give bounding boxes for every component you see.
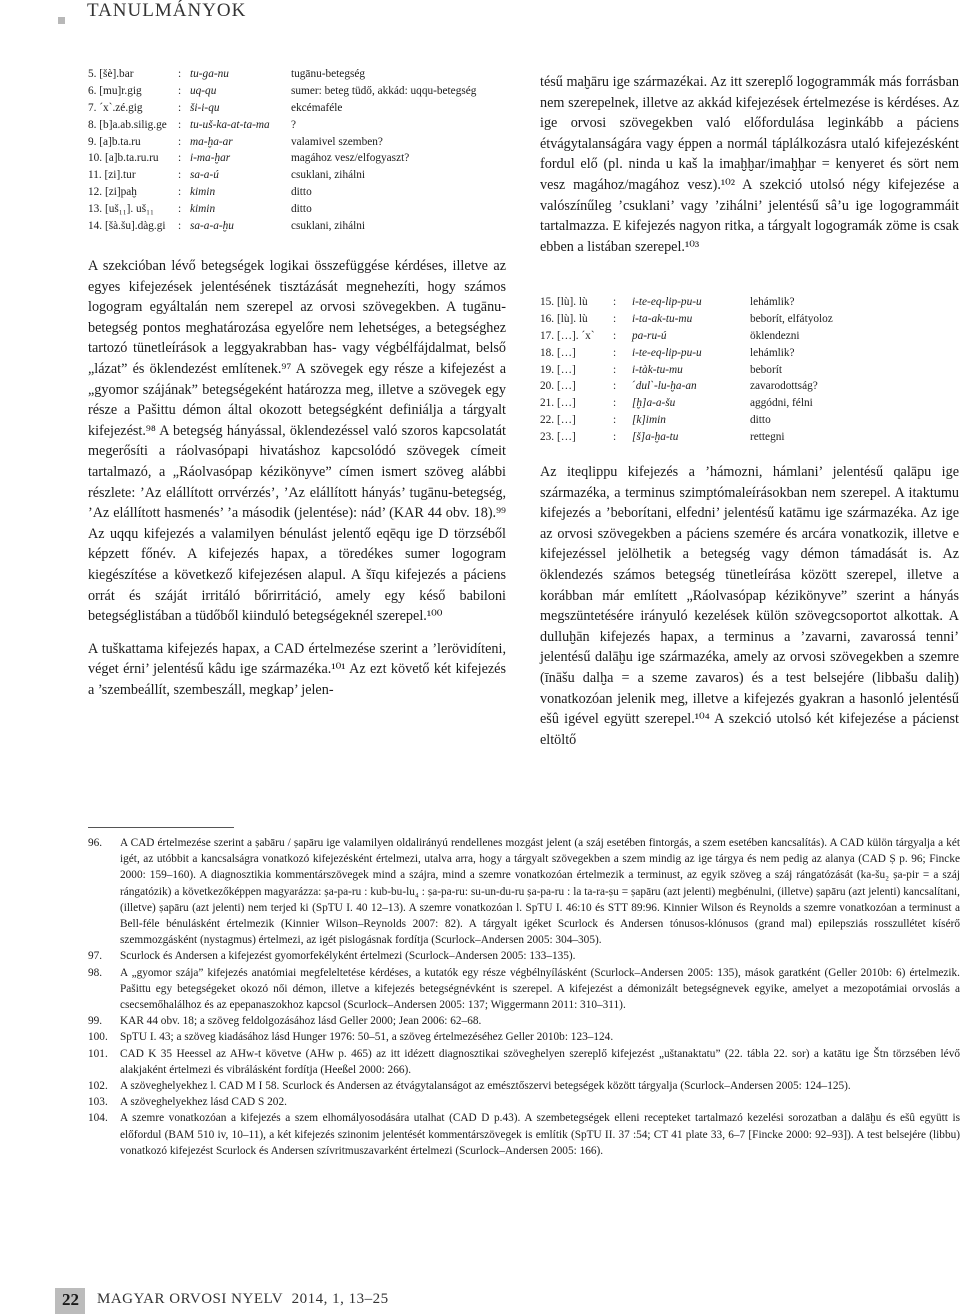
row-separator: : — [613, 397, 617, 410]
table-row — [88, 134, 506, 151]
row-meaning: rettegni — [750, 431, 785, 444]
row-meaning: sumer: beteg tüdő, akkád: uqqu-betegség — [291, 84, 477, 97]
row-meaning: tugānu-betegség — [291, 68, 366, 80]
table-row — [88, 218, 506, 235]
row-meaning: valamivel szemben? — [291, 135, 383, 148]
row-meaning: ditto — [750, 414, 771, 427]
row-logogram: 10. [a]b.ta.ru.ru — [88, 152, 159, 165]
row-separator: : — [178, 203, 182, 216]
row-meaning: ditto — [291, 186, 312, 199]
row-meaning: öklendezni — [750, 329, 800, 342]
row-meaning: csuklani, zihálni — [291, 220, 366, 233]
footnote-number: 103. — [88, 1096, 108, 1109]
row-akkadian: i-te-eq-lip-pu-u — [632, 346, 702, 359]
section-title: TANULMÁNYOK — [87, 0, 247, 21]
footnote — [88, 1029, 960, 1045]
row-separator: : — [613, 414, 617, 427]
right-text-bottom — [540, 462, 959, 750]
right-paragraph-bottom: Az iteqlippu kifejezés a ’hámozni, hámlani’ jelentésű qalāpu ige származéka, a terminus szimptómaleírásokban nem szerepel. A itaktumu kifejezés a ’beborítani, elfedni’ jelentésű katāmu ige származéka. Az ige az orvosi szövegekben a páciens szemére és arcára vonatkozik, illetve e kifejezéssel jelölhetik a betegség vagy démon támadását is. Az öklendezés számos betegség tünetleírása között szerepel, illetve a korábban már említett „Ráolvasópap kézikönyve” szerint a hányás megszüntetésére irányuló kezelések külön szövegcsoportot alkottak. A dulluḫān kifejezés hapax, a terminus a ’zavarni, zavarossá tenni’ jelentésű dalāḫu ige származéka, amely az orvosi szövegekben a szemre (īnāšu dalḫa = a szeme zavaros) és a test belsejére (libbašu daliḫ) vonatkozóan jelenik meg, illetve a kifejezés gyakran a hasonló jelentésű ešû igével együtt szerepel.¹⁰⁴ A szekció utolsó két kifejezése a pácienst eltöltő — [540, 464, 959, 748]
row-separator: : — [178, 186, 182, 199]
row-meaning: ditto — [291, 203, 312, 216]
table-row — [540, 429, 959, 446]
journal-name: MAGYAR ORVOSI NYELV — [97, 1291, 284, 1307]
row-separator: : — [178, 135, 182, 148]
row-separator: : — [613, 431, 617, 444]
footnotes — [88, 835, 960, 1159]
row-akkadian: sa-a-a-ḫu — [190, 220, 234, 233]
footnote-text: A szöveghelyekhez l. CAD M I 58. Scurlock és Andersen az étvágytalanságot az emésztőszervi betegségek között tárgyalja (Scurlock–Andersen 2005: 124–125). — [120, 1080, 851, 1093]
row-separator: : — [613, 380, 617, 393]
row-akkadian: i-te-eq-lip-pu-u — [632, 296, 702, 308]
footnote — [88, 1110, 960, 1159]
table-row — [88, 66, 506, 83]
table-row — [88, 83, 506, 100]
row-logogram: 21. […] — [540, 397, 576, 410]
row-akkadian: sa-a-ú — [190, 169, 219, 182]
footnote-text: SpTU I. 43; a szöveg kiadásához lásd Hunger 1976: 50–51, a szöveg értelmezéséhez Geller 2010b: 123–124. — [120, 1031, 614, 1044]
footnote — [88, 835, 960, 948]
table-row — [88, 184, 506, 201]
row-logogram: 17. […]. ˊxˋ — [540, 329, 595, 342]
row-meaning: ? — [291, 118, 297, 131]
row-akkadian: kimin — [190, 186, 216, 199]
footnote — [88, 1046, 960, 1078]
row-akkadian: uq-qu — [190, 84, 217, 97]
row-meaning: lehámlik? — [750, 346, 795, 359]
row-separator: : — [613, 312, 617, 325]
page-number: 22 — [62, 1290, 79, 1309]
row-akkadian: [š]a-ḫa-tu — [632, 431, 679, 444]
table-row — [540, 378, 959, 395]
row-separator: : — [613, 296, 617, 308]
footnote — [88, 965, 960, 1014]
row-logogram: 12. [zi]paḫ — [88, 186, 137, 199]
footnote-text: A CAD értelmezése szerint a ṣabāru / ṣapāru ige valamilyen oldalirányú rendellenes mozgást jelent (a száj esetében fintorgás, a szem esetében kancsalítás). A CAD külön tárgyalja a két igét, az utóbbit a kancsalságra vonatkozó kifejezésként értelmezi, utalva arra, hogy a tárgyalt szövegekben a szem mindig az ige tárgya és nem pedig az alanya (CAD Ṣ p. 96; Fincke 2000: 159–160). A diagnosztikia kommentárszövegek mind a szájra, mind a szemre vonatkozóan értelmezik a terminust, az egyik szöveg a száj rángatózását (ka-šu₂ ṣa-pir = a száj rángatózik) a következőképpen magyarázza: ṣa-pa-ru : kub-bu-lu₄ : ṣa-pa-ru: su-un-du-ru ṣa-pa-ru : la ta-ra-ṣu = ṣapāru (azt jelenti) megbénulni, (illetve) ṣapāru (azt jelenti) kancsalítani, (illetve) ṣapāru (azt jelenti) nem terjed ki (SpTU I. 40 12–13). A szemre vonatkozóan l. SpTU I. 46:10 és STT 89:96. Kinnier Wilson és Reynolds a szemre vonatkozóan a terminust a Bell-féle bénulásként értelmezik (Kinnier Wilson–Reynolds 2007: 82). A tárgyalt igéket Scurlock és Andersen tónusos-klónusos (grand mal) epilepsziás rosszullétet kísérő szemmozgásként (nystagmus) értelmezi, az igét pislogásnak fordítja (Scurlock–Andersen 2005: 304–305). — [120, 837, 960, 947]
row-akkadian: i-tàk-tu-mu — [632, 363, 683, 376]
row-logogram: 13. [uš₁₁]. uš₁₁ — [88, 203, 154, 216]
row-akkadian: kimin — [190, 203, 216, 216]
row-akkadian: i-ta-ak-tu-mu — [632, 312, 693, 325]
row-logogram: 18. […] — [540, 346, 576, 359]
row-separator: : — [178, 220, 182, 233]
table-row — [540, 328, 959, 345]
row-logogram: 5. [šè].bar — [88, 68, 134, 80]
footnote-text: A szöveghelyekhez lásd CAD S 202. — [120, 1096, 287, 1109]
row-logogram: 20. […] — [540, 380, 576, 393]
footnote — [88, 1078, 960, 1094]
right-paragraph-top: tésű maḫāru ige származékai. Az itt szereplő logogrammák más forrásban nem szerepelnek, illetve az akkád kifejezések értelmezése is kérdéses. Az ige orvosi szövegekben való előfordulása leginkább a páciens étvágytalanságára vagy éppen a normál táplálkozásra utaló kifejezésként fordul elő (pl. ninda u kaš la imaḫḫar/imaḫḫar = kenyeret és sört nem vesz magához/magához vesz).¹⁰² A szekció utolsó négy kifejezése a valószínűleg ’csuklani’ vagy ’zihálni’ jelentésű sâ’u ige logogrammáit tartalmazza. E kifejezés nagyon ritka, a tárgyalt logogramák zöme is csak ebben a listában szerepel.¹⁰³ — [540, 74, 959, 255]
row-akkadian: pa-ru-ú — [632, 329, 667, 342]
journal-issue: 2014, 1, 13–25 — [291, 1291, 389, 1307]
row-meaning: csuklani, zihálni — [291, 169, 366, 182]
journal-citation — [97, 1291, 389, 1308]
row-logogram: 8. [b]a.ab.silig.ge — [88, 118, 167, 131]
left-text-block — [88, 256, 506, 700]
footnote-rule — [88, 827, 234, 828]
row-logogram: 22. […] — [540, 414, 576, 427]
row-akkadian: ma-ḫa-ar — [190, 135, 233, 148]
row-separator: : — [178, 152, 182, 165]
row-meaning: zavarodottság? — [750, 380, 818, 393]
table-row — [88, 201, 506, 218]
row-meaning: lehámlik? — [750, 296, 795, 308]
table-row — [540, 412, 959, 429]
table-row — [88, 117, 506, 134]
left-word-table — [88, 66, 506, 235]
table-row — [540, 311, 959, 328]
table-row — [540, 395, 959, 412]
row-akkadian: ˊdulˋ-lu-ḫa-an — [632, 380, 697, 393]
footnote — [88, 948, 960, 964]
row-meaning: beborít, elfátyoloz — [750, 312, 833, 325]
row-meaning: ekcémaféle — [291, 101, 343, 114]
row-logogram: 11. [zi].tur — [88, 169, 136, 182]
row-akkadian: [k]imin — [632, 414, 666, 427]
row-separator: : — [178, 84, 182, 97]
footnote-number: 100. — [88, 1031, 108, 1044]
table-row — [540, 362, 959, 379]
table-row — [540, 294, 959, 311]
footnote-text: A szemre vonatkozóan a kifejezés a szem elhomályosodására utalhat (CAD D p.43). A szembetegségek elleni recepteket tartalmazó kezelési sorozatban a dalāḫu és ešû együtt is előfordul (BAM 510 iv, 10–11), a két kifejezés szinonim jelentését kommentárszövegek is említik (SpTU II. 37 :54; CT 41 plate 33, 6–7 [Fincke 2000: 92–93]). A test belsejére (libbu) vonatkozó kifejezést Scurlock és Andersen szívritmuszavarként értelmezi (Scurlock–Andersen 2005: 166). — [120, 1112, 960, 1157]
row-akkadian: tu-ga-nu — [190, 68, 229, 80]
footnote-text: KAR 44 obv. 18; a szöveg feldolgozásához lásd Geller 2000; Jean 2006: 62–68. — [120, 1015, 482, 1028]
row-logogram: 9. [a]b.ta.ru — [88, 135, 141, 148]
row-akkadian: [ḫ]a-a-šu — [632, 397, 676, 410]
row-akkadian: tu-uš-ka-at-ta-ma — [190, 118, 270, 131]
footnote-text: Scurlock és Andersen a kifejezést gyomorfekélyként értelmezi (Scurlock–Andersen 2005: 133–135). — [120, 950, 576, 963]
row-meaning: aggódni, félni — [750, 397, 813, 410]
footnote-number: 104. — [88, 1112, 108, 1125]
row-separator: : — [178, 118, 182, 131]
table-row — [540, 345, 959, 362]
footnote-number: 96. — [88, 837, 103, 849]
table-row — [88, 100, 506, 117]
footnote — [88, 1013, 960, 1029]
footnote — [88, 1094, 960, 1110]
row-separator: : — [613, 346, 617, 359]
header-mark — [58, 17, 65, 24]
footnote-number: 99. — [88, 1015, 103, 1028]
row-meaning: beborít — [750, 363, 782, 376]
row-logogram: 14. [šà.šu].dàg.gi — [88, 220, 166, 233]
footnote-number: 98. — [88, 966, 103, 979]
row-separator: : — [178, 101, 182, 114]
table-row — [88, 150, 506, 167]
row-akkadian: i-ma-ḫar — [190, 152, 231, 165]
row-logogram: 23. […] — [540, 431, 576, 444]
table-row — [88, 167, 506, 184]
row-logogram: 7. ˊxˋ.zé.gig — [88, 101, 143, 114]
right-word-table — [540, 294, 959, 446]
row-logogram: 6. [mu]r.gig — [88, 84, 142, 97]
right-text-top — [540, 72, 959, 257]
footnote-number: 97. — [88, 950, 103, 963]
left-paragraph-1: A szekcióban lévő betegségek logikai összefüggése kérdéses, illetve az egyes kifejezések jelentésének tisztázását megnehezíti, hogy számos logogram egyáltalán nem szerepel az orvosi szövegekben. A tugānu-betegség pontos meghatározása egyelőre nem lehetséges, a betegséghez tartozó tünetleírások a leggyakrabban has- vagy végbélfájdalmat, belső „lázat” és öklendezést említenek.⁹⁷ A szövegek egy része a kifejezést a „gyomor szájának” betegségeként határozza meg, illetve a szövegek egy része a Pašittu démon által okozott betegségként definiálja a tárgyalt kifejezést.⁹⁸ A betegség hányással, öklendezéssel való szoros kapcsolatát megerősíti a ráolvasópapi hivatáshoz kapcsolódó szövegek címeit tartalmazó, a „Ráolvasópap kézikönyve” címen ismert szöveg alábbi részlete: ’Az elállított orrvérzés’, ’Az elállított hányás’ tugānu-betegség, ’Az elállított hasmenés’ ’a második (jelentése): nád’ (KAR 44 obv. 18).⁹⁹ Az uqqu kifejezés a valamilyen bénulást jelentő eqēqu ige D törzséből képzett főnév. A kifejezés hapax, a töredékes sumer logogram kiegészítése a következő kifejezésen alapul. A šīqu kifejezés a páciens orrát és száját irritáló bőrirritáció, amely egy késő babiloni betegséglistában a tüdőből kiinduló betegségeknél szerepel.¹⁰⁰ — [88, 258, 506, 625]
row-meaning: magához vesz/elfogyaszt? — [291, 152, 410, 165]
footnote-text: A „gyomor szája” kifejezés anatómiai megfeleltetése kérdéses, a kutatók egy része végbélnyílásként (Scurlock–Andersen 2005: 135), mások garatként (Geller 2010b: 6) értelmezik. Pašittu egy betegségeket okozó női démon, illetve a kifejezés betegségnévként is szerepel. A kifejezést a démonizált betegségnevek egyike, amelyet a mezopotámiai orvoslás a csecsemőhalálhoz és az epepanaszokhoz kapcsol (Scurlock–Andersen 2005: 137; Wiggermann 2011: 310–311). — [120, 966, 960, 1012]
row-separator: : — [178, 169, 182, 182]
footnote-number: 101. — [88, 1047, 108, 1060]
left-paragraph-2: A tuškattama kifejezés hapax, a CAD értelmezése szerint a ’lerövidíteni, véget érni’ jelentésű kâdu ige származéka.¹⁰¹ Az ezt követő két kifejezés a ’szembeállít, szembeszáll, megkap’ jelen- — [88, 640, 506, 698]
footnote-number: 102. — [88, 1080, 108, 1093]
row-separator: : — [613, 329, 617, 342]
row-logogram: 15. [lù]. lù — [540, 296, 588, 308]
row-logogram: 19. […] — [540, 363, 576, 376]
row-separator: : — [613, 363, 617, 376]
row-logogram: 16. [lù]. lù — [540, 312, 588, 325]
footnote-text: CAD K 35 Heessel az AHw-t követve (AHw p. 465) az itt idézett diagnosztikai szöveghelyen szereplő kifejezést „uštanaktatu” (22. tábla 22. sor) a katātu ige Štn törzsében lévő alakjaként értelmezi és vibrálásként fordítja (Heeßel 2000: 266). — [120, 1047, 960, 1076]
row-akkadian: ši-i-qu — [190, 101, 220, 114]
row-separator: : — [178, 68, 182, 80]
